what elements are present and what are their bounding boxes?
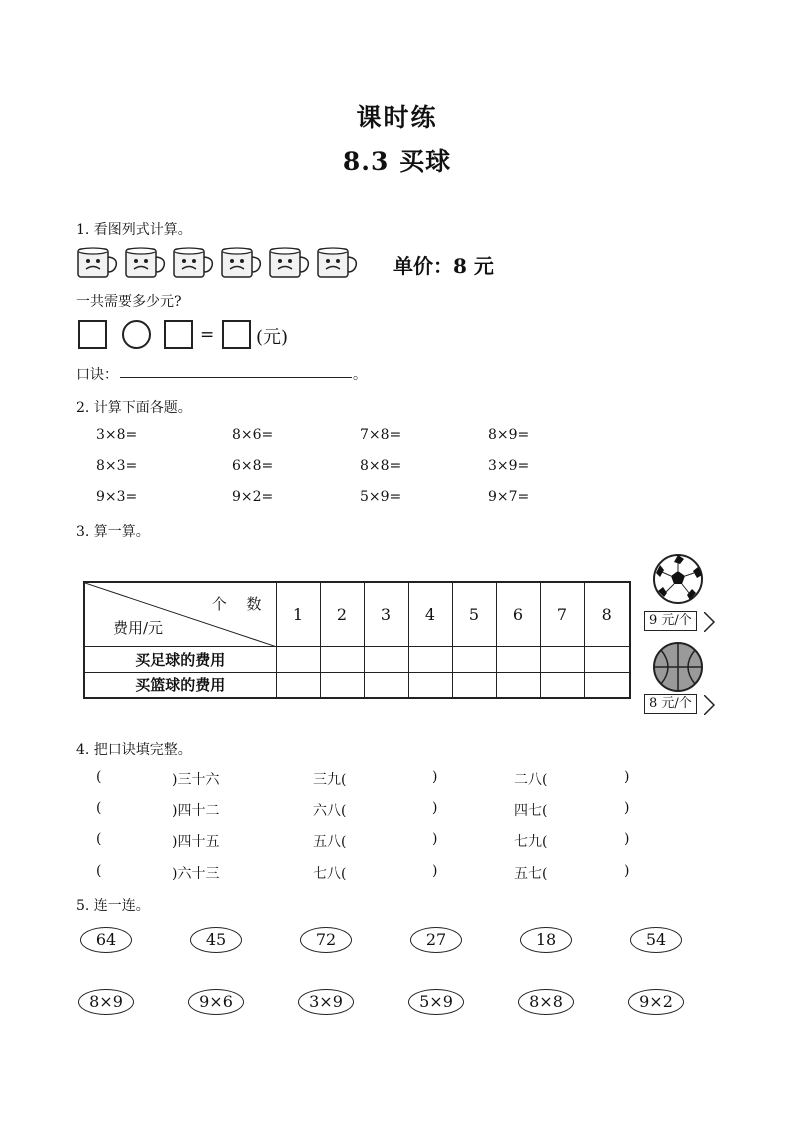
column-header: 1 xyxy=(276,582,320,646)
rhyme-item: 七九( xyxy=(514,834,548,850)
column-header: 7 xyxy=(540,582,584,646)
blank-close: ) xyxy=(432,769,438,785)
rhyme-item: )四十二 xyxy=(172,803,220,819)
answer-box-1[interactable] xyxy=(78,320,107,349)
column-header: 8 xyxy=(584,582,630,646)
table-cell[interactable] xyxy=(496,646,540,672)
q5-label: 5. 连一连。 xyxy=(76,898,150,914)
rhyme-end: 。 xyxy=(353,367,367,383)
number-oval[interactable]: 64 xyxy=(80,927,132,953)
calc-item: 8×8= xyxy=(360,458,402,474)
rhyme-item: )三十六 xyxy=(172,772,220,788)
rhyme-item: )六十三 xyxy=(172,866,220,882)
table-cell[interactable] xyxy=(452,646,496,672)
rhyme-item: 五八( xyxy=(313,834,347,850)
blank-close: ) xyxy=(432,863,438,879)
cups-illustration xyxy=(76,246,366,282)
table-cell[interactable] xyxy=(584,646,630,672)
cup-icon xyxy=(78,248,116,277)
tag-arrow-icon xyxy=(704,612,716,636)
q2-label: 2. 计算下面各题。 xyxy=(76,400,192,416)
table-cell[interactable] xyxy=(540,672,584,698)
calc-item: 7×8= xyxy=(360,427,402,443)
q1-label: 1. 看图列式计算。 xyxy=(76,222,192,238)
table-cell[interactable] xyxy=(276,646,320,672)
column-header: 3 xyxy=(364,582,408,646)
number-oval[interactable]: 54 xyxy=(630,927,682,953)
calc-item: 9×7= xyxy=(488,489,530,505)
expression-oval[interactable]: 5×9 xyxy=(408,989,464,1015)
table-cell[interactable] xyxy=(540,646,584,672)
page-title: 课时练 xyxy=(356,103,438,132)
answer-box-result[interactable] xyxy=(222,320,251,349)
calc-item: 6×8= xyxy=(232,458,274,474)
blank-open: ( xyxy=(96,769,102,785)
header-count: 个 数 xyxy=(211,595,262,613)
number-oval[interactable]: 18 xyxy=(520,927,572,953)
equals-sign: = xyxy=(200,325,215,345)
number-oval[interactable]: 45 xyxy=(190,927,242,953)
table-cell[interactable] xyxy=(364,672,408,698)
answer-box-2[interactable] xyxy=(164,320,193,349)
blank-open: ( xyxy=(96,831,102,847)
calc-item: 8×6= xyxy=(232,427,274,443)
table-cell[interactable] xyxy=(408,672,452,698)
table-cell[interactable] xyxy=(320,672,364,698)
cup-icon xyxy=(174,248,212,277)
table-cell[interactable] xyxy=(496,672,540,698)
cups-row xyxy=(76,246,366,282)
rhyme-item: 三九( xyxy=(313,772,347,788)
lesson-subtitle: 8.3 买球 xyxy=(342,147,452,176)
expression-oval[interactable]: 8×9 xyxy=(78,989,134,1015)
rhyme-answer-line[interactable] xyxy=(120,362,352,378)
table-row xyxy=(84,672,630,698)
rhyme-item: 四七( xyxy=(514,803,548,819)
basketball-icon xyxy=(652,641,704,697)
basketball-price-tag: 8 元/个 xyxy=(644,694,697,714)
row-label-basketball: 买篮球的费用 xyxy=(84,672,276,698)
cost-table xyxy=(83,581,631,699)
column-header: 4 xyxy=(408,582,452,646)
blank-close: ) xyxy=(432,831,438,847)
expression-oval[interactable]: 3×9 xyxy=(298,989,354,1015)
blank-open: ( xyxy=(96,863,102,879)
blank-close: ) xyxy=(624,769,630,785)
blank-close: ) xyxy=(432,800,438,816)
calc-item: 9×2= xyxy=(232,489,274,505)
row-label-soccer: 买足球的费用 xyxy=(84,646,276,672)
header-cost: 费用/元 xyxy=(113,618,164,637)
q1-prompt: 一共需要多少元? xyxy=(76,294,182,310)
blank-open: ( xyxy=(96,800,102,816)
rhyme-item: 五七( xyxy=(514,866,548,882)
column-header: 2 xyxy=(320,582,364,646)
table-row xyxy=(84,646,630,672)
column-header: 6 xyxy=(496,582,540,646)
calc-item: 3×8= xyxy=(96,427,138,443)
soccer-price-tag: 9 元/个 xyxy=(644,611,697,631)
blank-close: ) xyxy=(624,831,630,847)
cup-icon xyxy=(270,248,308,277)
table-cell[interactable] xyxy=(452,672,496,698)
expression-oval[interactable]: 9×6 xyxy=(188,989,244,1015)
q4-label: 4. 把口诀填完整。 xyxy=(76,742,192,758)
blank-close: ) xyxy=(624,863,630,879)
calc-item: 8×3= xyxy=(96,458,138,474)
number-oval[interactable]: 27 xyxy=(410,927,462,953)
rhyme-label: 口诀： xyxy=(76,367,118,383)
unit-price: 单价：8 元 xyxy=(393,254,494,278)
unit-yuan: (元) xyxy=(256,327,289,348)
calc-item: 9×3= xyxy=(96,489,138,505)
rhyme-item: 七八( xyxy=(313,866,347,882)
column-header: 5 xyxy=(452,582,496,646)
tag-arrow-icon xyxy=(704,695,716,719)
q3-label: 3. 算一算。 xyxy=(76,524,150,540)
table-diagonal-header xyxy=(84,582,276,646)
blank-close: ) xyxy=(624,800,630,816)
table-cell[interactable] xyxy=(276,672,320,698)
calc-item: 3×9= xyxy=(488,458,530,474)
calc-item: 8×9= xyxy=(488,427,530,443)
rhyme-item: )四十五 xyxy=(172,834,220,850)
rhyme-item: 二八( xyxy=(514,772,548,788)
table-cell[interactable] xyxy=(584,672,630,698)
soccer-ball-icon xyxy=(652,553,704,609)
operator-circle[interactable] xyxy=(122,320,151,349)
table-cell[interactable] xyxy=(408,646,452,672)
number-oval[interactable]: 72 xyxy=(300,927,352,953)
cup-icon xyxy=(126,248,164,277)
table-cell[interactable] xyxy=(364,646,408,672)
cup-icon xyxy=(318,248,356,277)
rhyme-item: 六八( xyxy=(313,803,347,819)
table-cell[interactable] xyxy=(320,646,364,672)
expression-oval[interactable]: 8×8 xyxy=(518,989,574,1015)
cup-icon xyxy=(222,248,260,277)
expression-oval[interactable]: 9×2 xyxy=(628,989,684,1015)
calc-item: 5×9= xyxy=(360,489,402,505)
